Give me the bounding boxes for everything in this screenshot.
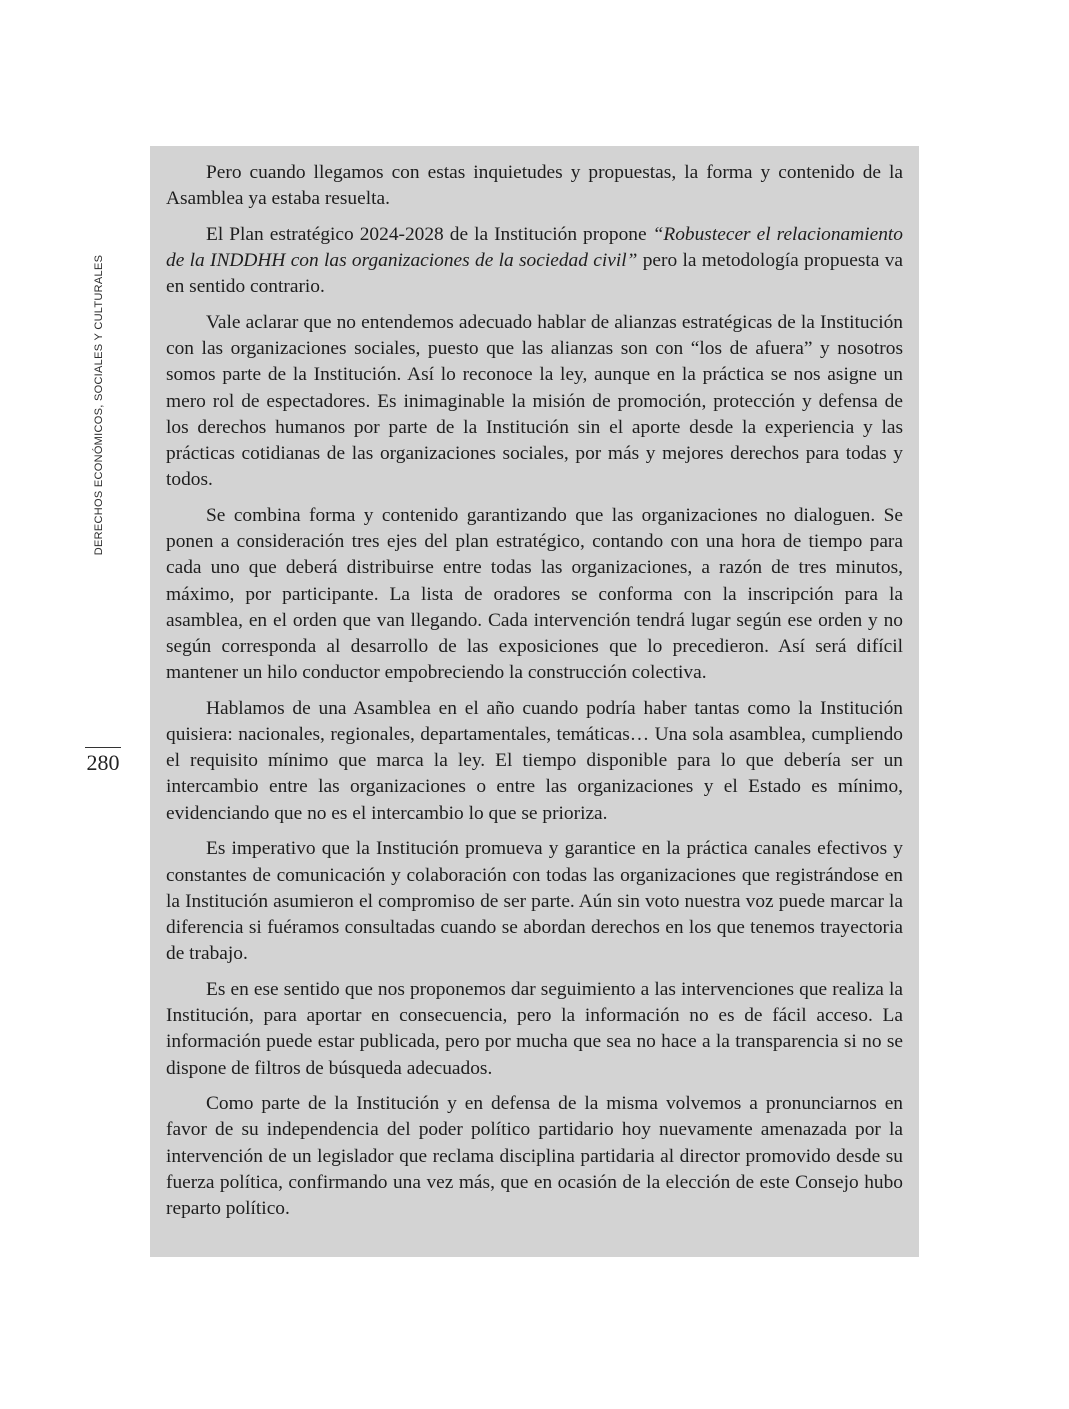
paragraph-2 (166, 222, 903, 301)
page-number: 280 (86, 750, 120, 775)
page-number-rule (85, 747, 121, 748)
paragraph-1: Pero cuando llegamos con estas inquietudes y propuestas, la forma y contenido de la Asamblea ya estaba resuelta. (166, 162, 903, 210)
shaded-text-box (150, 146, 919, 1257)
paragraph-4: Se combina forma y contenido garantizando que las organizaciones no dialoguen. Se ponen a consideración tres ejes del plan estratégico, contando con una hora de tiempo para cada uno que deberá distribuirse entre todas las organizaciones, a razón de tres minutos, máximo, por participante. La lista de oradores se conforma con la inscripción para la asamblea, en el orden que van llegando. Cada intervención tendrá lugar según ese orden y no según corresponda al desarrollo de las exposiciones que lo precedieron. Así será difícil mantener un hilo conductor empobreciendo la construcción colectiva. (166, 504, 903, 684)
paragraph-3: Vale aclarar que no entendemos adecuado hablar de alianzas estratégicas de la Institución con las organizaciones sociales, puesto que las alianzas son con “los de afuera” y nosotros somos parte de la Institución. Así lo reconoce la ley, aunque en la práctica se nos asigne un mero rol de espectadores. Es inimaginable la misión de promoción, protección y defensa de los derechos humanos por parte de la Institución sin el aporte desde la experiencia y las prácticas cotidianas de las organizaciones sociales, por más y mejores derechos para todas y todos. (166, 312, 903, 491)
plan-quote: “Robustecer el relacionamiento de la INDDHH con las organizaciones de la sociedad civil” (166, 223, 903, 272)
paragraph-2-after: pero la metodología propuesta va en sentido contrario. (166, 250, 903, 298)
running-head: DERECHOS ECONÓMICOS, SOCIALES Y CULTURALES (93, 254, 105, 556)
paragraph-7: Es en ese sentido que nos proponemos dar seguimiento a las intervenciones que realiza la Institución, para aportar en consecuencia, pero la información no es de fácil acceso. La información puede estar publicada, pero por mucha que sea no hace a la transparencia si no se dispone de filtros de búsqueda adecuados. (166, 978, 903, 1079)
paragraph-6: Es imperativo que la Institución promueva y garantice en la práctica canales efectivos y constantes de comunicación y colaboración con todas las organizaciones que registrándose en la Institución asumieron el compromiso de ser parte. Aún sin voto nuestra voz puede marcar la diferencia si fuéramos consultadas cuando se abordan derechos en los que tenemos trayectoria de trabajo. (166, 838, 903, 965)
paragraph-2-before: El Plan estratégico 2024-2028 de la Institución propone (206, 223, 653, 245)
paragraph-5: Hablamos de una Asamblea en el año cuando podría haber tantas como la Institución quisiera: nacionales, regionales, departamentales, temáticas… Una sola asamblea, cumpliendo el requisito mínimo que marca la ley. El tiempo disponible para lo que debería ser un intercambio entre las organizaciones o entre las organizaciones y el Estado es mínimo, evidenciando que no es el intercambio lo que se prioriza. (166, 697, 903, 824)
paragraph-8: Como parte de la Institución y en defensa de la misma volvemos a pronunciarnos en favor de su independencia del poder político partidario hoy nuevamente amenazada por la intervención de un legislador que reclama disciplina partidaria al director promovido desde su fuerza política, confirmando una vez más, que en ocasión de la elección de este Consejo hubo reparto político. (166, 1093, 903, 1220)
